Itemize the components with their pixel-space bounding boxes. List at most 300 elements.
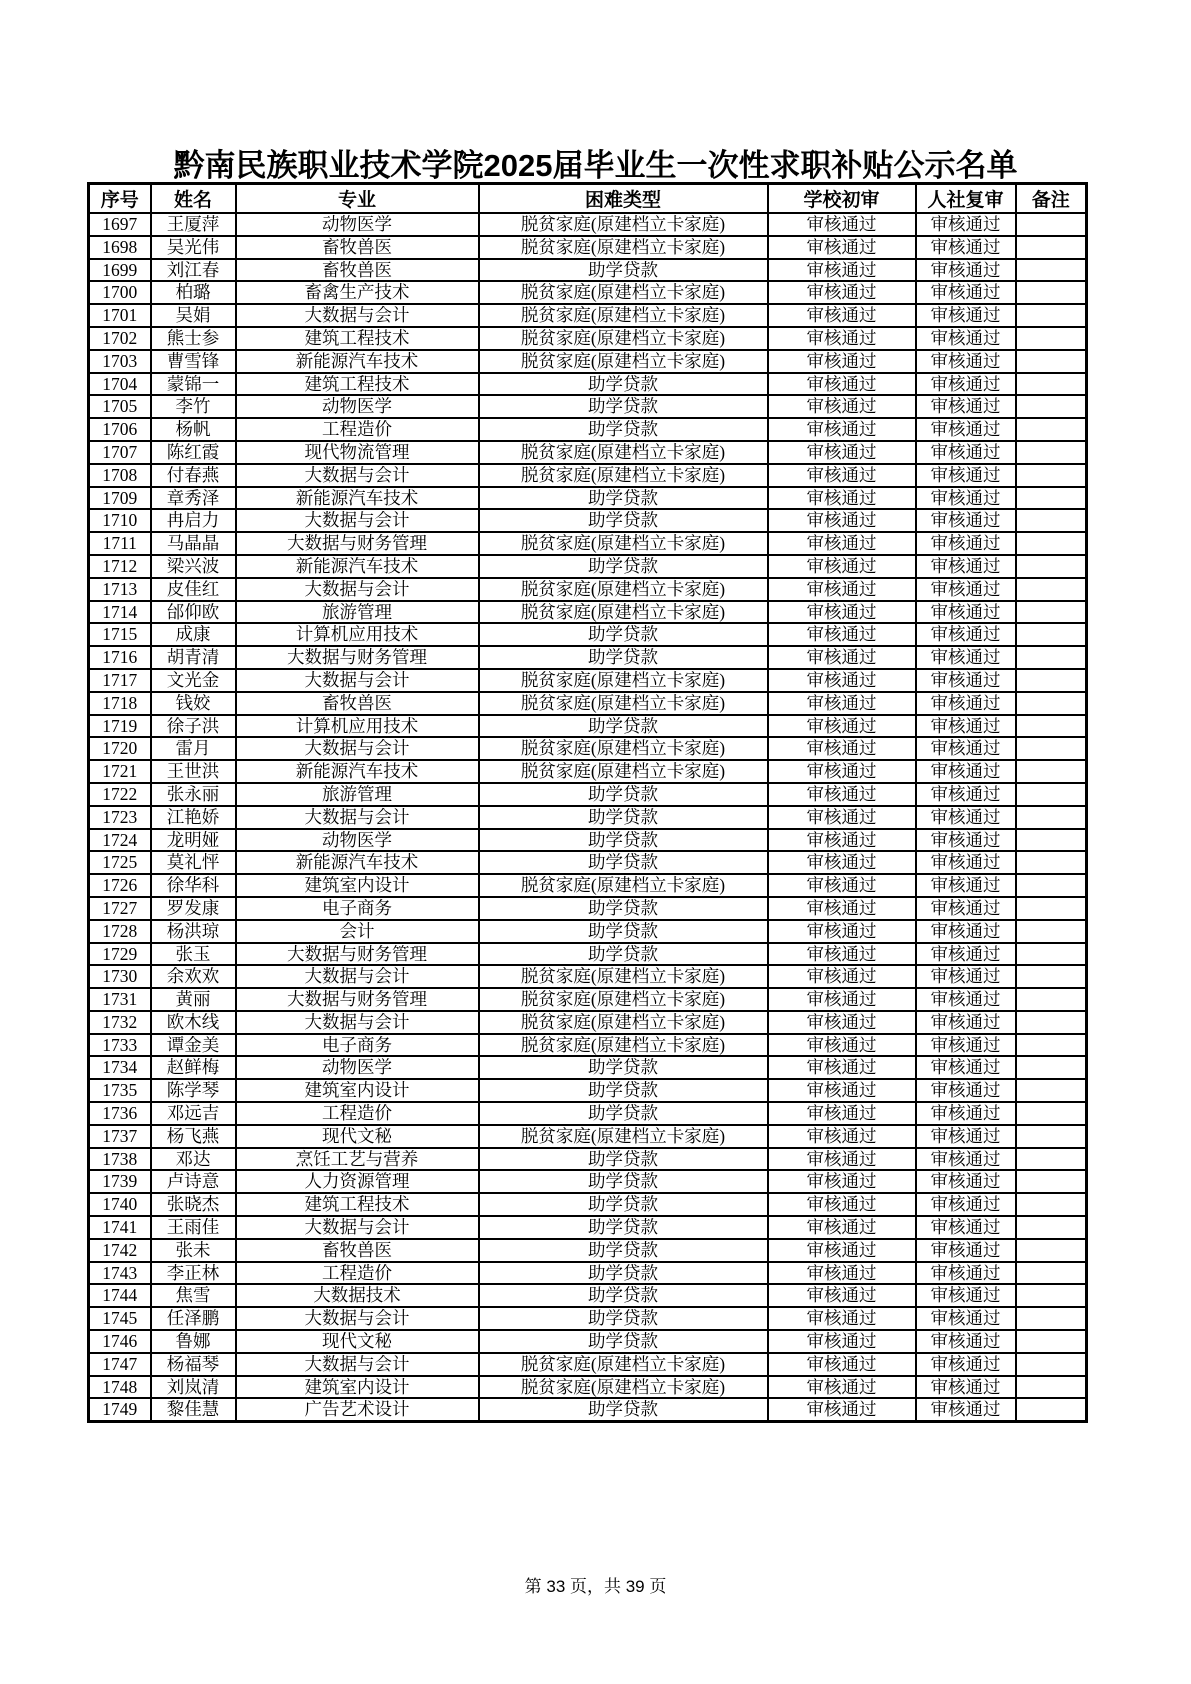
table-row [89, 418, 1087, 441]
name-cell: 梁兴波 [151, 555, 236, 578]
hr-review-cell: 审核通过 [916, 1376, 1016, 1399]
hr-review-cell: 审核通过 [916, 441, 1016, 464]
major-cell: 大数据与会计 [236, 1353, 479, 1376]
table-row [89, 327, 1087, 350]
name-cell: 卢诗意 [151, 1170, 236, 1193]
index-cell: 1735 [89, 1079, 151, 1102]
hr-review-cell: 审核通过 [916, 920, 1016, 943]
major-cell: 大数据与会计 [236, 464, 479, 487]
index-cell: 1702 [89, 327, 151, 350]
remark-cell [1016, 464, 1087, 487]
table-row [89, 464, 1087, 487]
name-cell: 邓达 [151, 1148, 236, 1171]
name-cell: 张未 [151, 1239, 236, 1262]
column-header-no: 序号 [89, 184, 151, 214]
name-cell: 徐华科 [151, 874, 236, 897]
remark-cell [1016, 532, 1087, 555]
difficulty-type-cell: 脱贫家庭(原建档立卡家庭) [479, 601, 768, 624]
index-cell: 1747 [89, 1353, 151, 1376]
table-row [89, 897, 1087, 920]
remark-cell [1016, 943, 1087, 966]
remark-cell [1016, 578, 1087, 601]
major-cell: 动物医学 [236, 1056, 479, 1079]
table-row [89, 441, 1087, 464]
hr-review-cell: 审核通过 [916, 829, 1016, 852]
index-cell: 1745 [89, 1307, 151, 1330]
difficulty-type-cell: 助学贷款 [479, 259, 768, 282]
major-cell: 现代文秘 [236, 1125, 479, 1148]
major-cell: 畜牧兽医 [236, 692, 479, 715]
difficulty-type-cell: 助学贷款 [479, 897, 768, 920]
school-review-cell: 审核通过 [768, 509, 916, 532]
remark-cell [1016, 350, 1087, 373]
name-cell: 黄丽 [151, 988, 236, 1011]
index-cell: 1731 [89, 988, 151, 1011]
table-row [89, 532, 1087, 555]
remark-cell [1016, 373, 1087, 396]
remark-cell [1016, 692, 1087, 715]
school-review-cell: 审核通过 [768, 555, 916, 578]
school-review-cell: 审核通过 [768, 236, 916, 259]
school-review-cell: 审核通过 [768, 395, 916, 418]
table-row [89, 623, 1087, 646]
difficulty-type-cell: 助学贷款 [479, 1079, 768, 1102]
school-review-cell: 审核通过 [768, 1262, 916, 1285]
remark-cell [1016, 1376, 1087, 1399]
difficulty-type-cell: 助学贷款 [479, 829, 768, 852]
difficulty-type-cell: 脱贫家庭(原建档立卡家庭) [479, 1353, 768, 1376]
hr-review-cell: 审核通过 [916, 783, 1016, 806]
name-cell: 钱姣 [151, 692, 236, 715]
school-review-cell: 审核通过 [768, 304, 916, 327]
table-row [89, 601, 1087, 624]
name-cell: 陈红霞 [151, 441, 236, 464]
index-cell: 1728 [89, 920, 151, 943]
school-review-cell: 审核通过 [768, 737, 916, 760]
major-cell: 大数据与会计 [236, 1011, 479, 1034]
difficulty-type-cell: 助学贷款 [479, 1216, 768, 1239]
table-row [89, 1034, 1087, 1057]
name-cell: 章秀泽 [151, 487, 236, 510]
major-cell: 大数据与财务管理 [236, 532, 479, 555]
hr-review-cell: 审核通过 [916, 965, 1016, 988]
index-cell: 1700 [89, 281, 151, 304]
table-row [89, 715, 1087, 738]
header-row [89, 184, 1087, 214]
school-review-cell: 审核通过 [768, 1353, 916, 1376]
index-cell: 1719 [89, 715, 151, 738]
major-cell: 大数据与会计 [236, 737, 479, 760]
index-cell: 1721 [89, 760, 151, 783]
school-review-cell: 审核通过 [768, 851, 916, 874]
difficulty-type-cell: 脱贫家庭(原建档立卡家庭) [479, 281, 768, 304]
table-row [89, 373, 1087, 396]
index-cell: 1716 [89, 646, 151, 669]
table-row [89, 578, 1087, 601]
index-cell: 1718 [89, 692, 151, 715]
school-review-cell: 审核通过 [768, 1102, 916, 1125]
remark-cell [1016, 1148, 1087, 1171]
school-review-cell: 审核通过 [768, 532, 916, 555]
major-cell: 建筑工程技术 [236, 373, 479, 396]
school-review-cell: 审核通过 [768, 669, 916, 692]
difficulty-type-cell: 脱贫家庭(原建档立卡家庭) [479, 236, 768, 259]
remark-cell [1016, 783, 1087, 806]
index-cell: 1705 [89, 395, 151, 418]
table-row [89, 1102, 1087, 1125]
major-cell: 大数据与会计 [236, 578, 479, 601]
difficulty-type-cell: 助学贷款 [479, 509, 768, 532]
table-row [89, 213, 1087, 236]
remark-cell [1016, 441, 1087, 464]
name-cell: 邓远吉 [151, 1102, 236, 1125]
table-row [89, 920, 1087, 943]
difficulty-type-cell: 助学贷款 [479, 1193, 768, 1216]
remark-cell [1016, 418, 1087, 441]
major-cell: 大数据与会计 [236, 806, 479, 829]
major-cell: 现代物流管理 [236, 441, 479, 464]
major-cell: 动物医学 [236, 829, 479, 852]
remark-cell [1016, 395, 1087, 418]
school-review-cell: 审核通过 [768, 1170, 916, 1193]
name-cell: 李竹 [151, 395, 236, 418]
index-cell: 1746 [89, 1330, 151, 1353]
remark-cell [1016, 874, 1087, 897]
remark-cell [1016, 259, 1087, 282]
difficulty-type-cell: 助学贷款 [479, 1284, 768, 1307]
major-cell: 新能源汽车技术 [236, 555, 479, 578]
name-cell: 江艳娇 [151, 806, 236, 829]
name-cell: 马晶晶 [151, 532, 236, 555]
table-row [89, 943, 1087, 966]
hr-review-cell: 审核通过 [916, 304, 1016, 327]
name-cell: 张永丽 [151, 783, 236, 806]
index-cell: 1736 [89, 1102, 151, 1125]
school-review-cell: 审核通过 [768, 623, 916, 646]
major-cell: 大数据与会计 [236, 965, 479, 988]
difficulty-type-cell: 脱贫家庭(原建档立卡家庭) [479, 350, 768, 373]
major-cell: 工程造价 [236, 1102, 479, 1125]
name-cell: 王雨佳 [151, 1216, 236, 1239]
difficulty-type-cell: 脱贫家庭(原建档立卡家庭) [479, 1011, 768, 1034]
hr-review-cell: 审核通过 [916, 760, 1016, 783]
school-review-cell: 审核通过 [768, 1056, 916, 1079]
column-header-school-review: 学校初审 [768, 184, 916, 214]
name-cell: 陈学琴 [151, 1079, 236, 1102]
hr-review-cell: 审核通过 [916, 327, 1016, 350]
name-cell: 杨洪琼 [151, 920, 236, 943]
index-cell: 1734 [89, 1056, 151, 1079]
hr-review-cell: 审核通过 [916, 874, 1016, 897]
hr-review-cell: 审核通过 [916, 1011, 1016, 1034]
table-row [89, 1284, 1087, 1307]
table-row [89, 1193, 1087, 1216]
remark-cell [1016, 829, 1087, 852]
hr-review-cell: 审核通过 [916, 646, 1016, 669]
major-cell: 电子商务 [236, 1034, 479, 1057]
table-row [89, 737, 1087, 760]
remark-cell [1016, 1262, 1087, 1285]
remark-cell [1016, 1353, 1087, 1376]
hr-review-cell: 审核通过 [916, 897, 1016, 920]
difficulty-type-cell: 助学贷款 [479, 783, 768, 806]
index-cell: 1720 [89, 737, 151, 760]
difficulty-type-cell: 脱贫家庭(原建档立卡家庭) [479, 327, 768, 350]
remark-cell [1016, 1011, 1087, 1034]
difficulty-type-cell: 助学贷款 [479, 487, 768, 510]
difficulty-type-cell: 脱贫家庭(原建档立卡家庭) [479, 965, 768, 988]
index-cell: 1708 [89, 464, 151, 487]
difficulty-type-cell: 助学贷款 [479, 1148, 768, 1171]
remark-cell [1016, 646, 1087, 669]
difficulty-type-cell: 助学贷款 [479, 1262, 768, 1285]
table-body [89, 213, 1087, 1422]
index-cell: 1714 [89, 601, 151, 624]
school-review-cell: 审核通过 [768, 281, 916, 304]
table-row [89, 509, 1087, 532]
major-cell: 计算机应用技术 [236, 715, 479, 738]
name-cell: 徐子洪 [151, 715, 236, 738]
hr-review-cell: 审核通过 [916, 1284, 1016, 1307]
index-cell: 1726 [89, 874, 151, 897]
difficulty-type-cell: 脱贫家庭(原建档立卡家庭) [479, 737, 768, 760]
index-cell: 1723 [89, 806, 151, 829]
major-cell: 新能源汽车技术 [236, 487, 479, 510]
index-cell: 1701 [89, 304, 151, 327]
name-cell: 文光金 [151, 669, 236, 692]
hr-review-cell: 审核通过 [916, 1102, 1016, 1125]
school-review-cell: 审核通过 [768, 646, 916, 669]
roster-table [87, 182, 1088, 1423]
remark-cell [1016, 487, 1087, 510]
hr-review-cell: 审核通过 [916, 851, 1016, 874]
remark-cell [1016, 1193, 1087, 1216]
remark-cell [1016, 509, 1087, 532]
name-cell: 刘岚清 [151, 1376, 236, 1399]
school-review-cell: 审核通过 [768, 806, 916, 829]
major-cell: 会计 [236, 920, 479, 943]
major-cell: 烹饪工艺与营养 [236, 1148, 479, 1171]
index-cell: 1727 [89, 897, 151, 920]
school-review-cell: 审核通过 [768, 760, 916, 783]
difficulty-type-cell: 助学贷款 [479, 1398, 768, 1421]
difficulty-type-cell: 助学贷款 [479, 623, 768, 646]
major-cell: 建筑室内设计 [236, 1079, 479, 1102]
table-row [89, 760, 1087, 783]
remark-cell [1016, 1307, 1087, 1330]
major-cell: 计算机应用技术 [236, 623, 479, 646]
hr-review-cell: 审核通过 [916, 1079, 1016, 1102]
name-cell: 李正林 [151, 1262, 236, 1285]
remark-cell [1016, 897, 1087, 920]
difficulty-type-cell: 脱贫家庭(原建档立卡家庭) [479, 988, 768, 1011]
table-row [89, 646, 1087, 669]
name-cell: 雷月 [151, 737, 236, 760]
difficulty-type-cell: 脱贫家庭(原建档立卡家庭) [479, 1034, 768, 1057]
remark-cell [1016, 555, 1087, 578]
school-review-cell: 审核通过 [768, 1193, 916, 1216]
major-cell: 电子商务 [236, 897, 479, 920]
school-review-cell: 审核通过 [768, 487, 916, 510]
school-review-cell: 审核通过 [768, 874, 916, 897]
difficulty-type-cell: 助学贷款 [479, 1170, 768, 1193]
hr-review-cell: 审核通过 [916, 281, 1016, 304]
name-cell: 莫礼怦 [151, 851, 236, 874]
remark-cell [1016, 1170, 1087, 1193]
index-cell: 1703 [89, 350, 151, 373]
difficulty-type-cell: 脱贫家庭(原建档立卡家庭) [479, 578, 768, 601]
index-cell: 1732 [89, 1011, 151, 1034]
table-row [89, 350, 1087, 373]
table-row [89, 829, 1087, 852]
major-cell: 大数据与会计 [236, 304, 479, 327]
hr-review-cell: 审核通过 [916, 418, 1016, 441]
school-review-cell: 审核通过 [768, 715, 916, 738]
difficulty-type-cell: 脱贫家庭(原建档立卡家庭) [479, 760, 768, 783]
hr-review-cell: 审核通过 [916, 1307, 1016, 1330]
table-row [89, 304, 1087, 327]
major-cell: 大数据与财务管理 [236, 943, 479, 966]
hr-review-cell: 审核通过 [916, 1262, 1016, 1285]
difficulty-type-cell: 助学贷款 [479, 555, 768, 578]
major-cell: 畜牧兽医 [236, 236, 479, 259]
name-cell: 柏璐 [151, 281, 236, 304]
difficulty-type-cell: 助学贷款 [479, 1102, 768, 1125]
school-review-cell: 审核通过 [768, 1330, 916, 1353]
school-review-cell: 审核通过 [768, 464, 916, 487]
name-cell: 王厦萍 [151, 213, 236, 236]
remark-cell [1016, 1284, 1087, 1307]
name-cell: 刘江春 [151, 259, 236, 282]
school-review-cell: 审核通过 [768, 1398, 916, 1421]
index-cell: 1739 [89, 1170, 151, 1193]
major-cell: 工程造价 [236, 418, 479, 441]
remark-cell [1016, 1102, 1087, 1125]
table-row [89, 1330, 1087, 1353]
major-cell: 广告艺术设计 [236, 1398, 479, 1421]
index-cell: 1709 [89, 487, 151, 510]
column-header-name: 姓名 [151, 184, 236, 214]
hr-review-cell: 审核通过 [916, 1353, 1016, 1376]
major-cell: 建筑工程技术 [236, 327, 479, 350]
school-review-cell: 审核通过 [768, 373, 916, 396]
index-cell: 1717 [89, 669, 151, 692]
hr-review-cell: 审核通过 [916, 1125, 1016, 1148]
difficulty-type-cell: 脱贫家庭(原建档立卡家庭) [479, 441, 768, 464]
major-cell: 大数据技术 [236, 1284, 479, 1307]
school-review-cell: 审核通过 [768, 1079, 916, 1102]
major-cell: 旅游管理 [236, 783, 479, 806]
major-cell: 大数据与会计 [236, 509, 479, 532]
difficulty-type-cell: 助学贷款 [479, 943, 768, 966]
table-row [89, 692, 1087, 715]
hr-review-cell: 审核通过 [916, 715, 1016, 738]
table-row [89, 1398, 1087, 1421]
table-row [89, 1011, 1087, 1034]
school-review-cell: 审核通过 [768, 259, 916, 282]
column-header-major: 专业 [236, 184, 479, 214]
name-cell: 鲁娜 [151, 1330, 236, 1353]
major-cell: 大数据与会计 [236, 1216, 479, 1239]
index-cell: 1749 [89, 1398, 151, 1421]
index-cell: 1712 [89, 555, 151, 578]
remark-cell [1016, 806, 1087, 829]
column-header-remark: 备注 [1016, 184, 1087, 214]
index-cell: 1698 [89, 236, 151, 259]
remark-cell [1016, 1056, 1087, 1079]
table-row [89, 281, 1087, 304]
remark-cell [1016, 715, 1087, 738]
name-cell: 皮佳红 [151, 578, 236, 601]
school-review-cell: 审核通过 [768, 350, 916, 373]
index-cell: 1710 [89, 509, 151, 532]
difficulty-type-cell: 助学贷款 [479, 1056, 768, 1079]
hr-review-cell: 审核通过 [916, 259, 1016, 282]
remark-cell [1016, 965, 1087, 988]
difficulty-type-cell: 脱贫家庭(原建档立卡家庭) [479, 1125, 768, 1148]
hr-review-cell: 审核通过 [916, 1148, 1016, 1171]
index-cell: 1738 [89, 1148, 151, 1171]
major-cell: 建筑工程技术 [236, 1193, 479, 1216]
table-row [89, 555, 1087, 578]
table-row [89, 783, 1087, 806]
hr-review-cell: 审核通过 [916, 555, 1016, 578]
difficulty-type-cell: 助学贷款 [479, 715, 768, 738]
name-cell: 邰仰欧 [151, 601, 236, 624]
name-cell: 吴娟 [151, 304, 236, 327]
table-row [89, 669, 1087, 692]
name-cell: 付春燕 [151, 464, 236, 487]
table-row [89, 1239, 1087, 1262]
table-row [89, 1216, 1087, 1239]
index-cell: 1722 [89, 783, 151, 806]
hr-review-cell: 审核通过 [916, 213, 1016, 236]
school-review-cell: 审核通过 [768, 943, 916, 966]
difficulty-type-cell: 脱贫家庭(原建档立卡家庭) [479, 692, 768, 715]
hr-review-cell: 审核通过 [916, 509, 1016, 532]
name-cell: 成康 [151, 623, 236, 646]
index-cell: 1697 [89, 213, 151, 236]
school-review-cell: 审核通过 [768, 1148, 916, 1171]
school-review-cell: 审核通过 [768, 1284, 916, 1307]
name-cell: 曹雪锋 [151, 350, 236, 373]
index-cell: 1740 [89, 1193, 151, 1216]
difficulty-type-cell: 助学贷款 [479, 851, 768, 874]
name-cell: 杨帆 [151, 418, 236, 441]
major-cell: 畜牧兽医 [236, 259, 479, 282]
difficulty-type-cell: 脱贫家庭(原建档立卡家庭) [479, 464, 768, 487]
school-review-cell: 审核通过 [768, 578, 916, 601]
table-row [89, 1056, 1087, 1079]
remark-cell [1016, 1398, 1087, 1421]
name-cell: 熊士参 [151, 327, 236, 350]
name-cell: 张晓杰 [151, 1193, 236, 1216]
remark-cell [1016, 327, 1087, 350]
hr-review-cell: 审核通过 [916, 350, 1016, 373]
hr-review-cell: 审核通过 [916, 1239, 1016, 1262]
remark-cell [1016, 920, 1087, 943]
name-cell: 任泽鹏 [151, 1307, 236, 1330]
school-review-cell: 审核通过 [768, 1011, 916, 1034]
column-header-difficulty: 困难类型 [479, 184, 768, 214]
difficulty-type-cell: 助学贷款 [479, 920, 768, 943]
table-row [89, 395, 1087, 418]
school-review-cell: 审核通过 [768, 920, 916, 943]
remark-cell [1016, 281, 1087, 304]
index-cell: 1741 [89, 1216, 151, 1239]
major-cell: 人力资源管理 [236, 1170, 479, 1193]
name-cell: 黎佳慧 [151, 1398, 236, 1421]
